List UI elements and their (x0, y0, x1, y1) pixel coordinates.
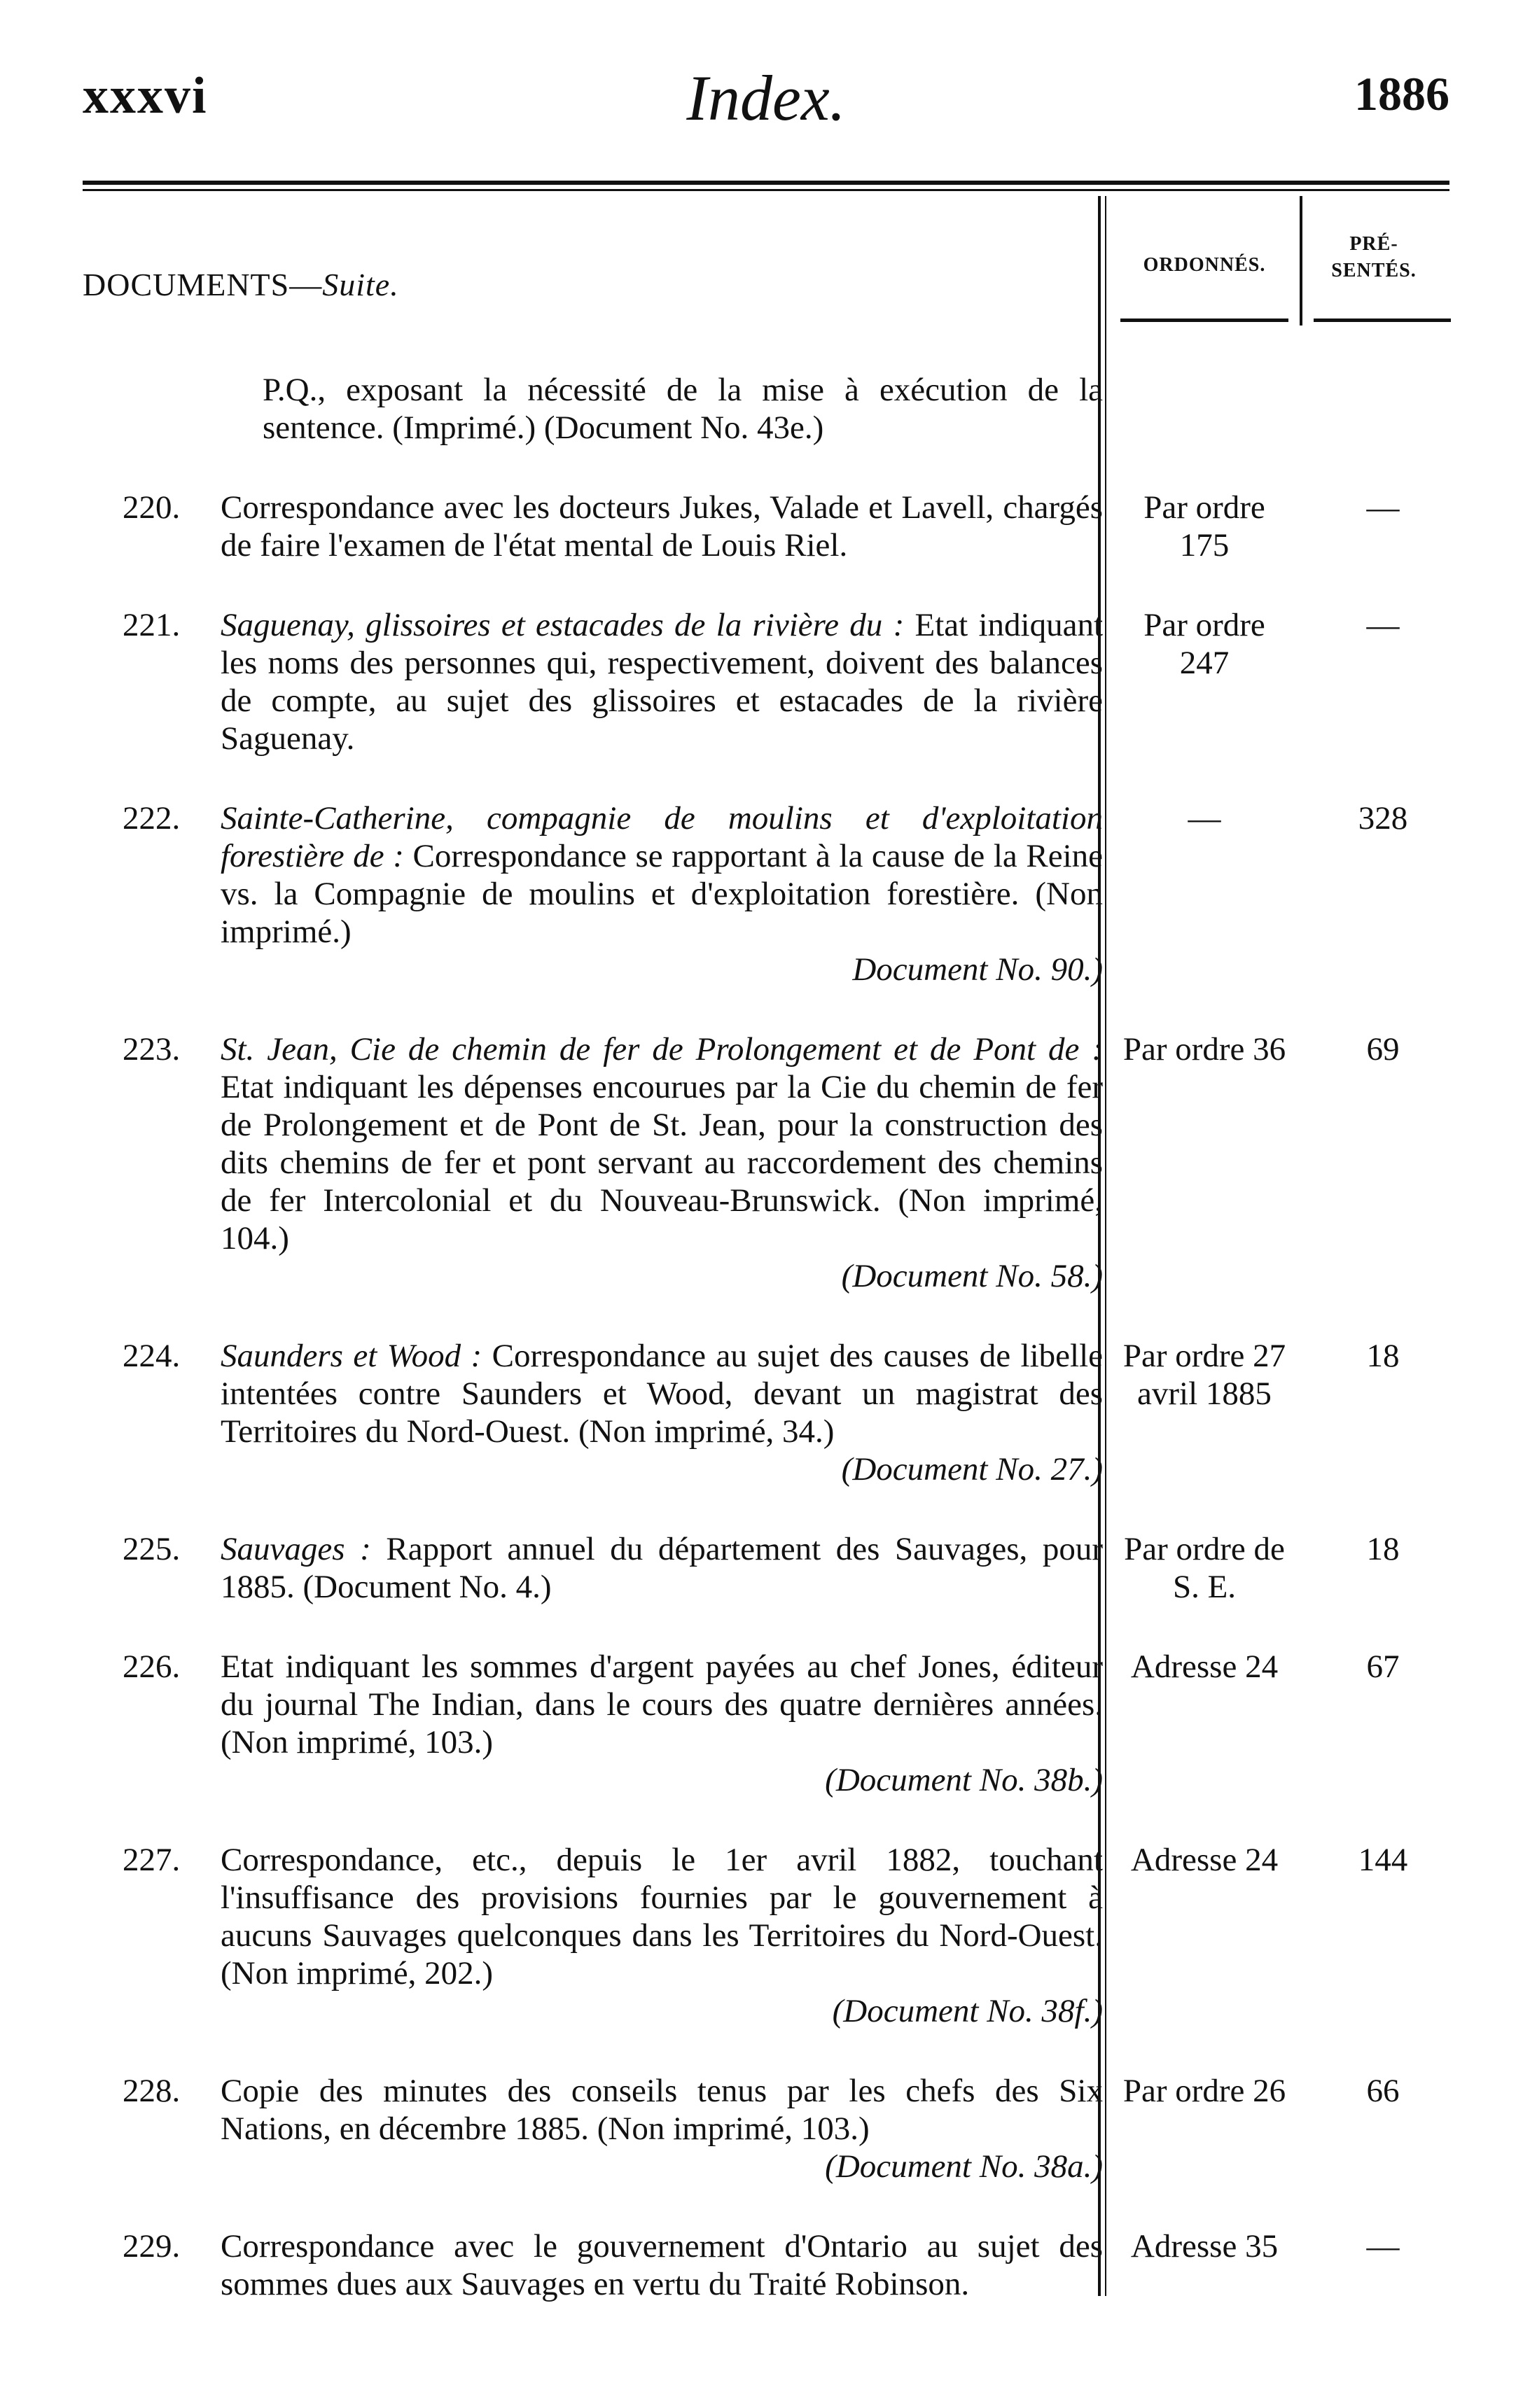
index-entry (123, 1337, 1400, 1488)
entry-number: 225. (123, 1531, 181, 1567)
column-header-presentes (1304, 231, 1444, 284)
entry-document-ref: (Document No. 58.) (841, 1258, 1103, 1294)
entry-ordonnes: Par ordre 26 (1122, 2073, 1286, 2109)
entry-body: Correspondance, etc., depuis le 1er avril 1882, touchant l'insuffisance des provisions fournies par le gouvernement à aucuns Sauvages quelconques dans les Territoires du Nord-Ouest. (Non imprimé, 202.) (221, 1842, 1103, 1991)
index-entry (123, 1530, 1400, 1606)
entry-document-ref: (Document No. 38b.) (825, 1762, 1103, 1798)
index-entry (123, 1030, 1400, 1295)
entry-presentes: 66 (1366, 2073, 1400, 2109)
entry-subject: Saguenay, glissoires et estacades de la rivière du : (221, 607, 905, 643)
section-title-text: DOCUMENTS— (83, 267, 323, 302)
entry-body: Copie des minutes des conseils tenus par les chefs des Six Nations, en décembre 1885. (Non imprimé, 103.) (221, 2073, 1103, 2147)
entry-text (221, 1530, 1103, 1606)
column-header-ordonnes: ORDONNÉS. (1143, 254, 1266, 276)
section-title (83, 266, 399, 303)
entry-body: Etat indiquant les sommes d'argent payées au chef Jones, éditeur du journal The Indian, dans le cours des quatre dernières années. (Non imprimé, 103.) (221, 1648, 1103, 1760)
entry-subject: St. Jean, Cie de chemin de fer de Prolongement et de Pont de : (221, 1031, 1103, 1068)
entry-presentes: — (1366, 607, 1400, 643)
entry-ordonnes: Adresse 24 (1130, 1648, 1279, 1685)
page-header (83, 62, 1449, 144)
column-header-rule-presentes (1314, 318, 1451, 322)
entry-list (123, 489, 1408, 2303)
entry-text (221, 1030, 1103, 1295)
entry-number: 228. (123, 2073, 181, 2109)
entry-body: Correspondance se rapportant à la cause de la Reine vs. la Compagnie de moulins et d'exploitation forestière. (Non imprimé.) (221, 838, 1104, 950)
index-entry (123, 2227, 1400, 2303)
entry-presentes: 18 (1366, 1338, 1400, 1374)
entry-body: Correspondance au sujet des causes de libelle intentées contre Saunders et Wood, devant un magistrat des Territoires du Nord-Ouest. (Non imprimé, 34.) (221, 1338, 1103, 1450)
entry-text (221, 489, 1103, 564)
entry-ordonnes: Par ordre 247 (1143, 607, 1265, 681)
year: 1886 (1354, 67, 1449, 120)
entry-body: Correspondance avec le gouvernement d'Ontario au sujet des sommes dues aux Sauvages en vertu du Traité Robinson. (221, 2228, 1103, 2302)
entry-body: Etat indiquant les noms des personnes qui, respectivement, doivent des balances de compte, au sujet des glissoires et estacades de la rivière Saguenay. (221, 607, 1104, 757)
entry-ordonnes: Par ordre 175 (1143, 489, 1265, 564)
entry-document-ref: (Document No. 38a.) (825, 2148, 1103, 2185)
index-entry (123, 799, 1408, 988)
column-divider-right (1300, 196, 1302, 326)
entry-document-ref: Document No. 90.) (852, 951, 1103, 988)
index-entries (123, 371, 1408, 2345)
entry-ordonnes: — (1188, 800, 1221, 836)
column-header-presentes-line2: SENTÉS. (1331, 260, 1417, 281)
entry-document-ref: (Document No. 38f.) (832, 1993, 1103, 2029)
page-number: xxxvi (83, 67, 208, 125)
entry-number: 220. (123, 489, 181, 526)
entry-text (221, 1648, 1103, 1799)
entry-ordonnes: Adresse 35 (1130, 2228, 1279, 2264)
entry-number: 222. (123, 800, 181, 836)
entry-subject: Sauvages : (221, 1531, 371, 1567)
entry-number: 224. (123, 1338, 181, 1374)
index-entry (123, 1648, 1400, 1799)
entry-body: Etat indiquant les dépenses encourues par la Cie du chemin de fer de Prolongement et de Pont de St. Jean, pour la construction des dits chemins de fer et pont servant au raccordement des chemins de fer Intercolonial et du Nouveau-Brunswick. (Non imprimé, 104.) (221, 1069, 1103, 1256)
index-entry (123, 489, 1400, 564)
entry-text (221, 799, 1103, 988)
header-rule-thin (83, 189, 1449, 191)
entry-text (221, 1337, 1103, 1488)
entry-subject: Saunders et Wood : (221, 1338, 482, 1374)
entry-document-ref: (Document No. 27.) (841, 1451, 1103, 1488)
index-entry (123, 606, 1400, 757)
index-entry (123, 1841, 1408, 2030)
continuation-text: P.Q., exposant la nécessité de la mise à exécution de la sentence. (Imprimé.) (Document No. 43e.) (263, 372, 1103, 446)
entry-text (221, 2227, 1103, 2303)
entry-text (221, 1841, 1103, 2030)
entry-number: 221. (123, 607, 181, 643)
entry-presentes: 328 (1358, 800, 1408, 836)
entry-presentes: 144 (1358, 1842, 1408, 1878)
entry-number: 223. (123, 1031, 181, 1068)
entry-ordonnes: Par ordre 27 avril 1885 (1122, 1338, 1286, 1412)
entry-subject: Sainte-Catherine, compagnie de moulins et d'exploitation forestière de : (221, 800, 1103, 874)
page-title: Index. (686, 62, 846, 134)
entry-presentes: — (1366, 489, 1400, 526)
entry-body: Rapport annuel du département des Sauvages, pour 1885. (Document No. 4.) (221, 1531, 1103, 1605)
entry-number: 229. (123, 2228, 181, 2264)
index-entry (123, 2072, 1400, 2185)
column-header-presentes-line1: PRÉ- (1349, 233, 1398, 255)
column-header-rule-ordonnes (1120, 318, 1288, 322)
continuation-entry (123, 371, 1103, 447)
entry-presentes: 67 (1366, 1648, 1400, 1685)
entry-text (221, 606, 1103, 757)
entry-ordonnes: Par ordre de S. E. (1124, 1531, 1285, 1605)
column-divider-left-thin (1105, 196, 1106, 2296)
entry-number: 226. (123, 1648, 181, 1685)
entry-ordonnes: Par ordre 36 (1122, 1031, 1286, 1068)
entry-ordonnes: Adresse 24 (1130, 1842, 1279, 1878)
entry-presentes: — (1366, 2228, 1400, 2264)
section-title-suffix: Suite. (322, 267, 399, 302)
entry-text (221, 2072, 1103, 2185)
entry-body: Correspondance avec les docteurs Jukes, Valade et Lavell, chargés de faire l'examen de l'état mental de Louis Riel. (221, 489, 1103, 564)
header-rule-thick (83, 181, 1449, 185)
entry-presentes: 69 (1366, 1031, 1400, 1068)
entry-presentes: 18 (1366, 1531, 1400, 1567)
entry-number: 227. (123, 1842, 181, 1878)
